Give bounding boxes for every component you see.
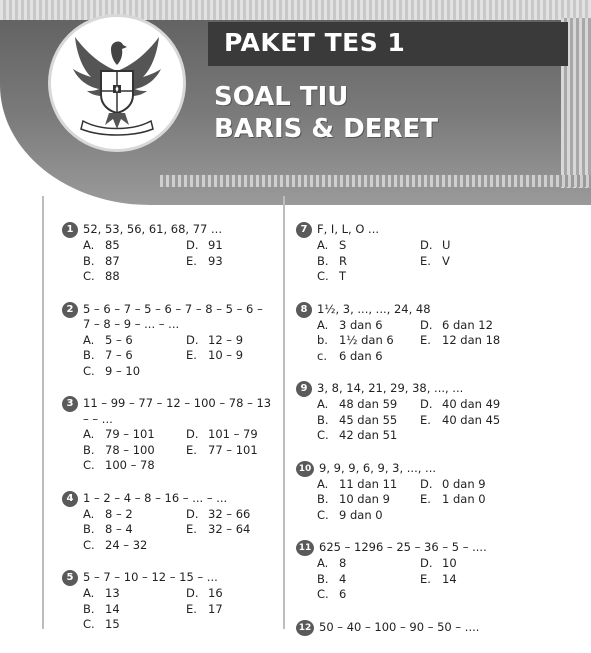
option-c: C. 9 – 10 [83, 363, 141, 378]
question-text: 625 – 1296 – 25 – 36 – 5 – .... [319, 540, 487, 554]
question-2 [62, 302, 272, 380]
question-3 [62, 396, 272, 474]
question-text: 3, 8, 14, 21, 29, 38, ..., ... [317, 381, 464, 395]
question-number-badge: 4 [62, 491, 78, 507]
option-a: A. 13 [83, 586, 120, 600]
option-d: D. 101 – 79 [186, 427, 258, 441]
option-c: C. 6 [317, 587, 347, 601]
question-number-badge: 7 [296, 222, 312, 238]
question-number-badge: 3 [62, 396, 78, 412]
page-title: PAKET TES 1 [224, 28, 406, 57]
option-c: C. 9 dan 0 [317, 507, 383, 522]
question-text: 1½, 3, ..., ..., 24, 48 [317, 301, 431, 316]
option-e: E. V [420, 253, 450, 268]
header-banner [0, 0, 591, 205]
question-1 [62, 222, 272, 285]
option-a: A. 79 – 101 [83, 427, 155, 441]
option-b: B. 78 – 100 [83, 442, 155, 457]
option-d: D. 6 dan 12 [420, 317, 493, 332]
question-7 [296, 222, 511, 285]
option-d: D. 91 [186, 238, 223, 252]
question-number-badge: 11 [296, 540, 314, 556]
option-d: D. 40 dan 49 [420, 397, 501, 411]
option-e: E. 12 dan 18 [420, 333, 501, 347]
question-text: 50 – 40 – 100 – 90 – 50 – .... [319, 619, 480, 634]
option-e: E. 32 – 64 [186, 522, 251, 536]
garuda-emblem [48, 14, 186, 152]
question-text: F, I, L, O ... [317, 222, 380, 236]
column-divider [283, 196, 285, 629]
option-b: B. 87 [83, 253, 120, 268]
question-10 [296, 461, 511, 524]
option-c: C. 24 – 32 [83, 537, 148, 552]
option-d: D. 16 [186, 586, 223, 600]
option-c: C. 15 [83, 617, 120, 631]
question-11 [296, 540, 511, 603]
option-e: E. 40 dan 45 [420, 412, 501, 427]
question-number-badge: 9 [296, 381, 312, 397]
option-c: C. T [317, 269, 347, 283]
option-d: D. 12 – 9 [186, 332, 244, 347]
option-e: E. 14 [420, 571, 457, 586]
option-d: D. 0 dan 9 [420, 476, 486, 491]
question-text: 11 – 99 – 77 – 12 – 100 – 78 – 13 – – ... [83, 396, 272, 426]
question-number-badge: 8 [296, 302, 312, 318]
subtitle-baris-deret: BARIS & DERET [214, 114, 438, 144]
question-text: 1 – 2 – 4 – 8 – 16 – ... – ... [83, 490, 228, 505]
option-b: B. 8 – 4 [83, 522, 133, 536]
question-number-badge: 10 [296, 461, 314, 477]
question-8 [296, 302, 511, 365]
question-text: 9, 9, 9, 6, 9, 3, ..., ... [319, 460, 437, 475]
question-4 [62, 491, 272, 554]
option-c: C. 88 [83, 269, 120, 283]
option-b: B. 10 dan 9 [317, 492, 390, 506]
question-column-left [62, 222, 272, 650]
option-b: B. 45 dan 55 [317, 412, 398, 427]
option-c: c. 6 dan 6 [317, 348, 383, 363]
option-b: B. 4 [317, 571, 347, 586]
question-number-badge: 5 [62, 570, 78, 586]
option-a: A. 85 [83, 238, 120, 252]
option-a: A. 48 dan 59 [317, 397, 398, 411]
banner-bottom-stripes [160, 175, 591, 187]
option-b: B. R [317, 253, 347, 268]
option-a: A. 3 dan 6 [317, 317, 383, 332]
option-d: D. 10 [420, 556, 457, 570]
option-b: B. 7 – 6 [83, 348, 133, 362]
question-text: 5 – 6 – 7 – 5 – 6 – 7 – 8 – 5 – 6 – 7 – 8 – 9 – ... – ... [83, 301, 263, 331]
question-5 [62, 570, 272, 633]
garuda-emblem-icon [61, 25, 173, 141]
option-a: A. 8 [317, 556, 347, 570]
option-a: A. 11 dan 11 [317, 476, 398, 491]
left-margin-line [42, 196, 44, 629]
option-d: D. 32 – 66 [186, 506, 251, 521]
option-a: A. 8 – 2 [83, 506, 133, 521]
option-d: D. U [420, 238, 451, 252]
option-c: C. 42 dan 51 [317, 428, 398, 442]
banner-top-stripes [0, 0, 591, 20]
option-e: E. 93 [186, 253, 223, 268]
option-e: E. 1 dan 0 [420, 492, 486, 506]
option-e: E. 17 [186, 601, 223, 616]
question-column-right [296, 222, 511, 653]
question-12 [296, 620, 511, 636]
option-a: A. 5 – 6 [83, 332, 133, 347]
question-number-badge: 12 [296, 620, 314, 636]
question-text: 52, 53, 56, 61, 68, 77 ... [83, 222, 222, 236]
option-b: B. 14 [83, 601, 120, 616]
option-e: E. 10 – 9 [186, 348, 244, 362]
option-a: A. S [317, 238, 347, 252]
subtitle-soal-tiu: SOAL TIU [214, 82, 349, 112]
question-number-badge: 2 [62, 302, 78, 318]
option-c: C. 100 – 78 [83, 458, 155, 472]
question-9 [296, 381, 511, 444]
question-text: 5 – 7 – 10 – 12 – 15 – ... [83, 570, 218, 584]
option-b: b. 1½ dan 6 [317, 333, 394, 347]
option-e: E. 77 – 101 [186, 442, 258, 457]
question-number-badge: 1 [62, 222, 78, 238]
